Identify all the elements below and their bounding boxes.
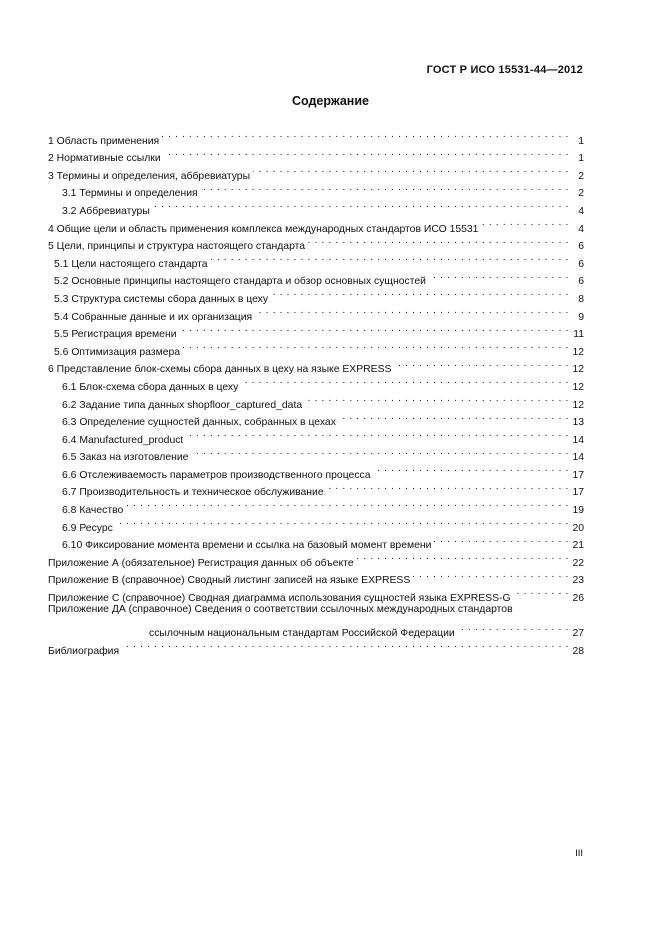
toc-entry[interactable]: 6.6 Отслеживаемость параметров производственного процесса . . . 17 <box>48 460 584 478</box>
toc-entry[interactable]: 3.2 Аббревиатуры . . . 4 <box>48 196 584 214</box>
toc-entry[interactable]: 6.7 Производительность и техническое обслуживание . . . 17 <box>48 478 584 496</box>
table-of-contents <box>48 126 584 657</box>
toc-entry[interactable]: 6.1 Блок-схема сбора данных в цеху . . . 12 <box>48 372 584 390</box>
toc-entry[interactable]: 3.1 Термины и определения . . . 2 <box>48 179 584 197</box>
toc-entry[interactable]: Приложение В (справочное) Сводный листинг записей на языке EXPRESS . . . 23 <box>48 566 584 584</box>
toc-entry[interactable]: 6.3 Определение сущностей данных, собранных в цехах . . . 13 <box>48 408 584 426</box>
toc-entry[interactable]: 6 Представление блок-схемы сбора данных в цеху на языке EXPRESS . . . 12 <box>48 355 584 373</box>
toc-entry[interactable]: 6.5 Заказ на изготовление . . . 14 <box>48 443 584 461</box>
toc-entry[interactable]: 6.10 Фиксирование момента времени и ссылка на базовый момент времени . . . 21 <box>48 531 584 549</box>
toc-entry[interactable]: 5 Цели, принципы и структура настоящего стандарта . . . 6 <box>48 232 584 250</box>
toc-entry[interactable]: 4 Общие цели и область применения комплекса международных стандартов ИСО 15531 . . . 4 <box>48 214 584 232</box>
toc-entry[interactable]: 5.3 Структура системы сбора данных в цеху . . . 8 <box>48 284 584 302</box>
toc-entry[interactable]: 5.2 Основные принципы настоящего стандарта и обзор основных сущностей . . . 6 <box>48 267 584 285</box>
toc-entry[interactable]: 5.5 Регистрация времени . . . 11 <box>48 320 584 338</box>
toc-entry-first-line[interactable]: Приложение ДА (справочное) Сведения о соответствии ссылочных международных стандартов <box>48 604 513 616</box>
toc-entry[interactable]: Приложение С (справочное) Сводная диаграмма использования сущностей языка EXPRESS-G . . . 26 <box>48 583 584 601</box>
toc-entry[interactable]: 6.9 Ресурс . . . 20 <box>48 513 584 531</box>
toc-entry[interactable]: 5.4 Собранные данные и их организация . . . 9 <box>48 302 584 320</box>
toc-entry[interactable]: 2 Нормативные ссылки . . . 1 <box>48 144 584 162</box>
document-header: ГОСТ Р ИСО 15531-44—2012 <box>426 64 583 76</box>
toc-entry[interactable]: ссылочным национальным стандартам Российской Федерации . . . 27 <box>48 619 584 637</box>
toc-entry[interactable]: 6.8 Качество . . . 19 <box>48 495 584 513</box>
toc-entry[interactable]: 5.6 Оптимизация размера . . . 12 <box>48 337 584 355</box>
page-title: Содержание <box>291 94 369 108</box>
toc-entry[interactable]: 6.4 Manufactured_product . . . 14 <box>48 425 584 443</box>
toc-entry[interactable]: Приложение А (обязательное) Регистрация данных об объекте . . . 22 <box>48 548 584 566</box>
toc-entry[interactable]: 1 Область применения . . . 1 <box>48 126 584 144</box>
toc-entry[interactable]: Библиография . . . 28 <box>48 636 584 654</box>
toc-entry[interactable]: 3 Термины и определения, аббревиатуры . . . 2 <box>48 161 584 179</box>
toc-entry[interactable]: 6.2 Задание типа данных shopfloor_captured_data . . . 12 <box>48 390 584 408</box>
toc-entry[interactable]: 5.1 Цели настоящего стандарта . . . 6 <box>48 249 584 267</box>
page-number: III <box>575 848 583 859</box>
